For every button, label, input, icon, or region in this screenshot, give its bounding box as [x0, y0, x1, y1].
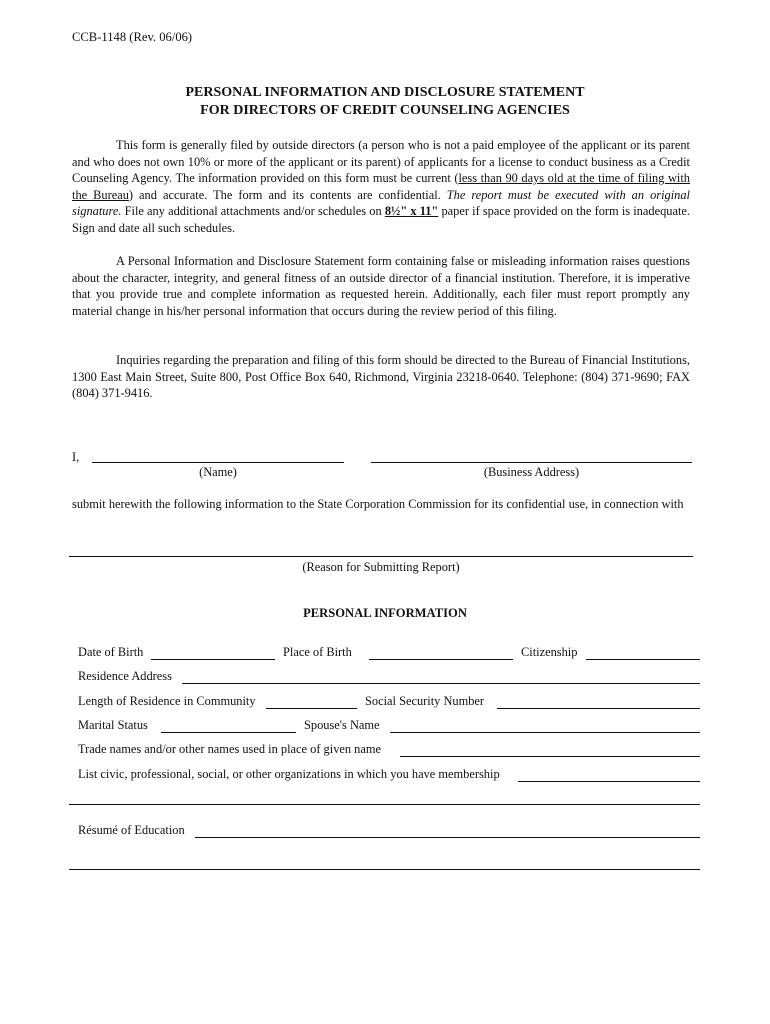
residence-address-label: Residence Address: [78, 669, 172, 683]
place-of-birth-label: Place of Birth: [283, 645, 352, 659]
form-id: CCB-1148 (Rev. 06/06): [72, 30, 193, 44]
residence-address-field[interactable]: [182, 683, 700, 684]
submit-statement: submit herewith the following information to the State Corporation Commission for its confidential use, in connection with: [72, 497, 684, 511]
trade-names-label: Trade names and/or other names used in place of given name: [78, 742, 382, 756]
education-field[interactable]: [195, 837, 700, 838]
reason-caption: (Reason for Submitting Report): [302, 560, 460, 574]
marital-status-label: Marital Status: [78, 718, 148, 732]
paper-size: 8½" x 11": [384, 204, 439, 219]
disclosure-paragraph: [72, 253, 690, 319]
intro-italic-text: The report must be executed with an original signature.: [72, 187, 690, 219]
length-of-residence-field[interactable]: [266, 708, 357, 709]
intro-text-d: paper if space provided on the form is inadequate. Sign and date all such schedules.: [72, 204, 691, 235]
ssn-label: Social Security Number: [365, 694, 485, 708]
education-label: Résumé of Education: [78, 823, 185, 837]
name-field[interactable]: [92, 462, 344, 463]
business-address-caption: (Business Address): [483, 465, 580, 479]
intro-underlined-text: less than 90 days old at the time of filing with the Bureau: [72, 171, 690, 202]
spouse-name-label: Spouse's Name: [304, 718, 380, 732]
length-of-residence-label: Length of Residence in Community: [78, 694, 256, 708]
citizenship-field[interactable]: [586, 659, 700, 660]
citizenship-label: Citizenship: [521, 645, 578, 659]
business-address-field[interactable]: [371, 462, 692, 463]
form-title-line-2: FOR DIRECTORS OF CREDIT COUNSELING AGENCIES: [200, 103, 570, 118]
name-caption: (Name): [199, 465, 237, 479]
personal-info-heading: PERSONAL INFORMATION: [303, 606, 467, 620]
trade-names-field[interactable]: [400, 756, 700, 757]
organizations-label: List civic, professional, social, or other organizations in which you have membership: [78, 767, 500, 781]
declaration-prefix: I,: [72, 450, 80, 464]
inquiries-paragraph: [72, 352, 690, 402]
date-of-birth-field[interactable]: [151, 659, 275, 660]
disclosure-text: A Personal Information and Disclosure Statement form containing false or misleading information raises questions about the character, integrity, and general fitness of an outside director of a financial institution. Therefore, it is imperative that you provide true and complete information as requested herein. Additionally, each filer must report promptly any material change in his/her personal information that occurs during the review period of this filing.: [72, 254, 690, 318]
intro-text-b: ) and accurate. The form and its contents are confidential.: [128, 187, 447, 202]
inquiries-text: Inquiries regarding the preparation and filing of this form should be directed to the Bureau of Financial Institutions, 1300 East Main Street, Suite 800, Post Office Box 640, Richmond, Virginia 23218-0640. Telephone: (804) 371-9690; FAX (804) 371-9416.: [72, 353, 690, 401]
form-title-line-1: PERSONAL INFORMATION AND DISCLOSURE STATEMENT: [185, 85, 585, 100]
reason-field[interactable]: [69, 556, 693, 557]
education-field-continued[interactable]: [69, 869, 700, 870]
spouse-name-field[interactable]: [390, 732, 700, 733]
organizations-field[interactable]: [518, 781, 700, 782]
intro-text-a: This form is generally filed by outside directors (a person who is not a paid employee of the applicant or its parent and who does not own 10% or more of the applicant or its parent) of applicants for a license to conduct business as a Credit Counseling Agency. The information provided on this form must be current (: [72, 138, 690, 186]
place-of-birth-field[interactable]: [369, 659, 513, 660]
date-of-birth-label: Date of Birth: [78, 645, 144, 659]
organizations-field-continued[interactable]: [69, 804, 700, 805]
ssn-field[interactable]: [497, 708, 700, 709]
intro-paragraph: [72, 137, 690, 237]
intro-text-c: File any additional attachments and/or schedules on: [121, 204, 385, 219]
marital-status-field[interactable]: [161, 732, 296, 733]
